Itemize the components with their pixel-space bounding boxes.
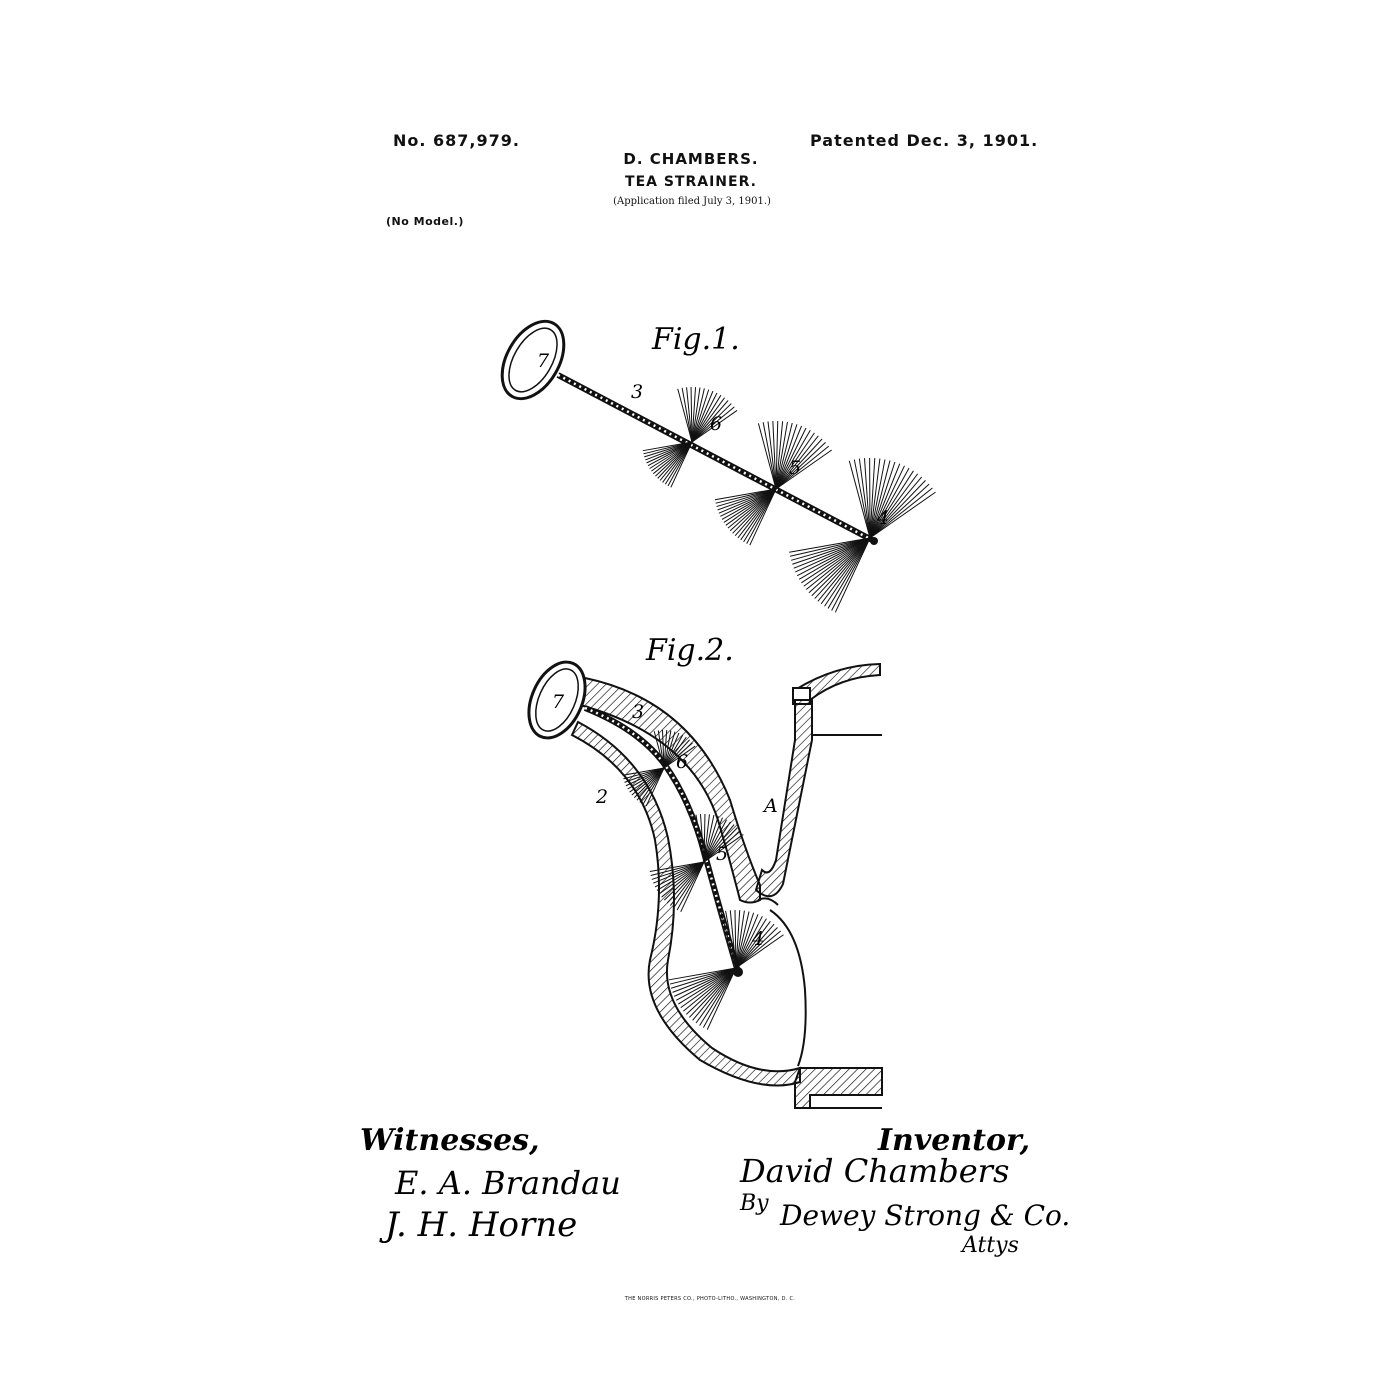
attorneys-signature: Dewey Strong & Co.: [780, 1199, 1071, 1232]
fig1-brush-6: [643, 387, 737, 487]
fig1-ref-5: 5: [789, 457, 802, 479]
fig2-ref-7: 7: [552, 691, 565, 713]
fig2-ref-A: A: [764, 795, 778, 817]
fig2-base: [795, 1068, 882, 1108]
by-label: By: [740, 1191, 769, 1216]
fig2-teapot: [518, 653, 882, 1108]
fig2-ref-2: 2: [596, 786, 609, 808]
patent-number: No. 687,979.: [393, 131, 520, 150]
fig1-label: Fig.1.: [652, 322, 740, 357]
fig1-brush-5: [715, 421, 832, 545]
fig2-ref-4: 4: [752, 928, 765, 950]
inventor-name: D. CHAMBERS.: [623, 150, 759, 168]
fig1-stem: [558, 375, 874, 541]
fig2-ref-5: 5: [716, 843, 729, 865]
fig2-ref-3: 3: [632, 701, 645, 723]
witness-1-signature: E. A. Brandau: [395, 1164, 621, 1202]
witnesses-label: Witnesses,: [360, 1123, 540, 1158]
fig2-label: Fig.2.: [646, 633, 734, 668]
fig1-stem-tip: [870, 537, 878, 545]
model-note: (No Model.): [386, 215, 464, 228]
inventor-signature: David Chambers: [740, 1152, 1010, 1190]
fig2-spout-wall-lower: [572, 722, 800, 1086]
fig1-handle: [489, 311, 576, 410]
attys-label: Attys: [962, 1233, 1019, 1258]
printer-credit: THE NORRIS PETERS CO., PHOTO-LITHO., WASHINGTON, D. C.: [624, 1296, 796, 1302]
fig1-ref-4: 4: [877, 507, 890, 529]
inventor-label: Inventor,: [878, 1123, 1031, 1158]
application-filed: (Application filed July 3, 1901.): [613, 196, 771, 207]
witness-2-signature: J. H. Horne: [385, 1205, 578, 1245]
fig1-ref-7: 7: [537, 350, 550, 372]
fig2-ref-6: 6: [676, 751, 689, 773]
patent-title: TEA STRAINER.: [625, 174, 757, 190]
fig2-seat-curve: [770, 910, 806, 1066]
patent-date: Patented Dec. 3, 1901.: [810, 131, 1039, 150]
fig1-ref-3: 3: [631, 381, 644, 403]
fig1-ref-6: 6: [710, 413, 723, 435]
fig2-seat-top: [758, 898, 778, 905]
